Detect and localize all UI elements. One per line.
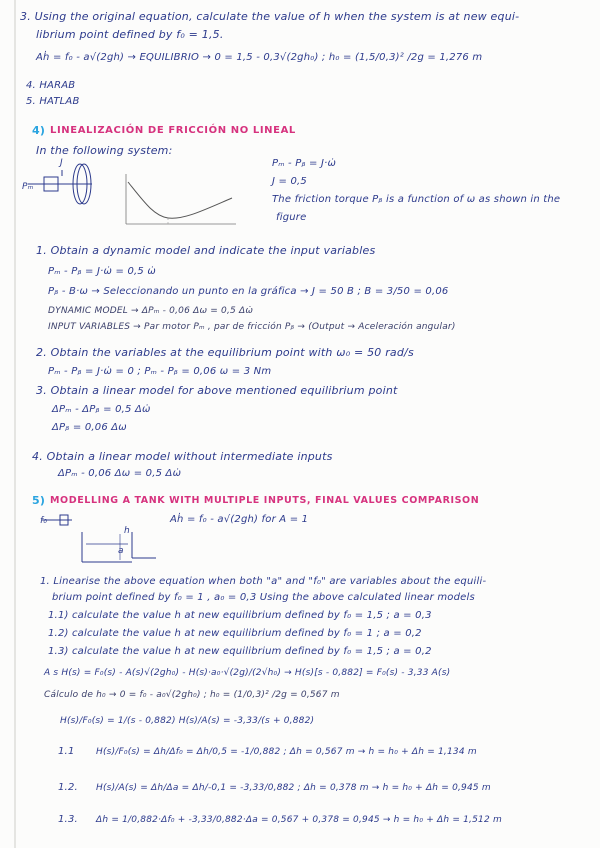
tank-result13-label: 1.3. <box>58 814 78 825</box>
tank-title: MODELLING A TANK WITH MULTIPLE INPUTS, FINAL VALUES COMPARISON <box>50 495 480 506</box>
lin-question3: 3. Obtain a linear model for above mentioned equilibrium point <box>36 384 398 397</box>
tank-a-label: a <box>118 546 124 556</box>
lin-answer2: Pₘ - Pᵦ = J·ω̇ = 0 ; Pₘ - Pᵦ = 0,06 ω = 3 Nm <box>48 366 272 377</box>
tank-question13: 1.3) calculate the value h at new equilibrium defined by f₀ = 1,5 ; a = 0,2 <box>48 646 432 657</box>
tank-result11: H(s)/F₀(s) = Δh/Δf₀ = Δh/0,5 = -1/0,882 ; Δh = 0,567 m → h = h₀ + Δh = 1,134 m <box>96 747 477 757</box>
lin-desc2: figure <box>276 212 307 223</box>
tank-number: 5) <box>32 494 46 507</box>
tank-h-label: h <box>124 526 130 536</box>
tank-question11: 1.1) calculate the value h at new equilibrium defined by f₀ = 1,5 ; a = 0,3 <box>48 610 432 621</box>
lin-eq1: Pₘ - Pᵦ = J·ω̇ <box>272 158 337 169</box>
tank-result13: Δh = 1/0,882·Δf₀ + -3,33/0,882·Δa = 0,567 + 0,378 = 0,945 → h = h₀ + Δh = 1,512 m <box>96 815 502 825</box>
lin-question4: 4. Obtain a linear model without intermediate inputs <box>32 450 333 463</box>
lin-title: LINEALIZACIÓN DE FRICCIÓN NO LINEAL <box>50 125 296 136</box>
tank-f-label: f₀ <box>40 516 48 526</box>
lin-desc1: The friction torque Pᵦ is a function of ω as shown in the <box>272 194 561 205</box>
tank-question1a: 1. Linearise the above equation when both "a" and "f₀" are variables about the equili- <box>40 576 487 587</box>
lin-number: 4) <box>32 124 46 137</box>
lin-answer1d: INPUT VARIABLES → Par motor Pₘ , par de fricción Pᵦ → (Output → Aceleración angular) <box>48 322 456 332</box>
lin-question1: 1. Obtain a dynamic model and indicate the input variables <box>36 244 376 257</box>
tank-question1b: brium point defined by f₀ = 1 , a₀ = 0,3 Using the above calculated linear models <box>52 592 475 603</box>
tank-question12: 1.2) calculate the value h at new equilibrium defined by f₀ = 1 ; a = 0,2 <box>48 628 422 639</box>
lin-answer3a: ΔPₘ - ΔPᵦ = 0,5 Δω̇ <box>52 404 151 415</box>
section5-label: 5. HATLAB <box>26 96 80 107</box>
lin-answer4: ΔPₘ - 0,06 Δω = 0,5 Δω̇ <box>58 468 182 479</box>
lin-answer1b: Pᵦ - B·ω → Seleccionando un punto en la gráfica → J = 50 B ; B = 3/50 = 0,06 <box>48 286 449 297</box>
tank-diagram <box>32 512 162 572</box>
tank-result12-label: 1.2. <box>58 782 78 793</box>
lin-question2: 2. Obtain the variables at the equilibrium point with ω₀ = 50 rad/s <box>36 346 414 359</box>
tank-result12: H(s)/A(s) = Δh/Δa = Δh/-0,1 = -3,33/0,882 ; Δh = 0,378 m → h = h₀ + Δh = 0,945 m <box>96 783 491 793</box>
lin-answer3b: ΔPᵦ = 0,06 Δω <box>52 422 127 433</box>
tank-work-line1: A s H(s) = F₀(s) - A(s)√(2gh₀) - H(s)·a₀·√(2g)/(2√h₀) → H(s)[s - 0,882] = F₀(s) - 3,33 A(s) <box>44 668 451 678</box>
tank-result11-label: 1.1 <box>58 746 75 757</box>
tank-equation: Aḣ = f₀ - a√(2gh) for A = 1 <box>170 514 309 525</box>
section3-line3: Aḣ = f₀ - a√(2gh) → EQUILIBRIO → 0 = 1,5 - 0,3√(2gh₀) ; h₀ = (1,5/0,3)² /2g = 1,276 m <box>36 52 483 63</box>
tank-work-line2: Cálculo de h₀ → 0 = f₀ - a₀√(2gh₀) ; h₀ = (1/0,3)² /2g = 0,567 m <box>44 690 340 700</box>
friction-curve-sketch <box>120 172 240 232</box>
diagram-j-label: J <box>60 158 63 168</box>
section4-label: 4. HARAB <box>26 80 76 91</box>
lin-eq2: J = 0,5 <box>272 176 307 187</box>
diagram-pm-label: Pₘ <box>22 182 34 192</box>
lin-answer1a: Pₘ - Pᵦ = J·ω̇ = 0,5 ω̇ <box>48 266 156 277</box>
rotor-diagram <box>22 162 112 212</box>
section3-line1: 3. Using the original equation, calculate the value of h when the system is at new equi- <box>20 10 520 23</box>
tank-work-line3: H(s)/F₀(s) = 1/(s - 0,882) H(s)/A(s) = -3,33/(s + 0,882) <box>60 716 315 726</box>
page-fold <box>14 0 16 848</box>
lin-intro: In the following system: <box>36 144 173 157</box>
section3-line2: librium point defined by f₀ = 1,5. <box>36 28 224 41</box>
lin-answer1c: DYNAMIC MODEL → ΔPₘ - 0,06 Δω = 0,5 Δω̇ <box>48 306 254 316</box>
